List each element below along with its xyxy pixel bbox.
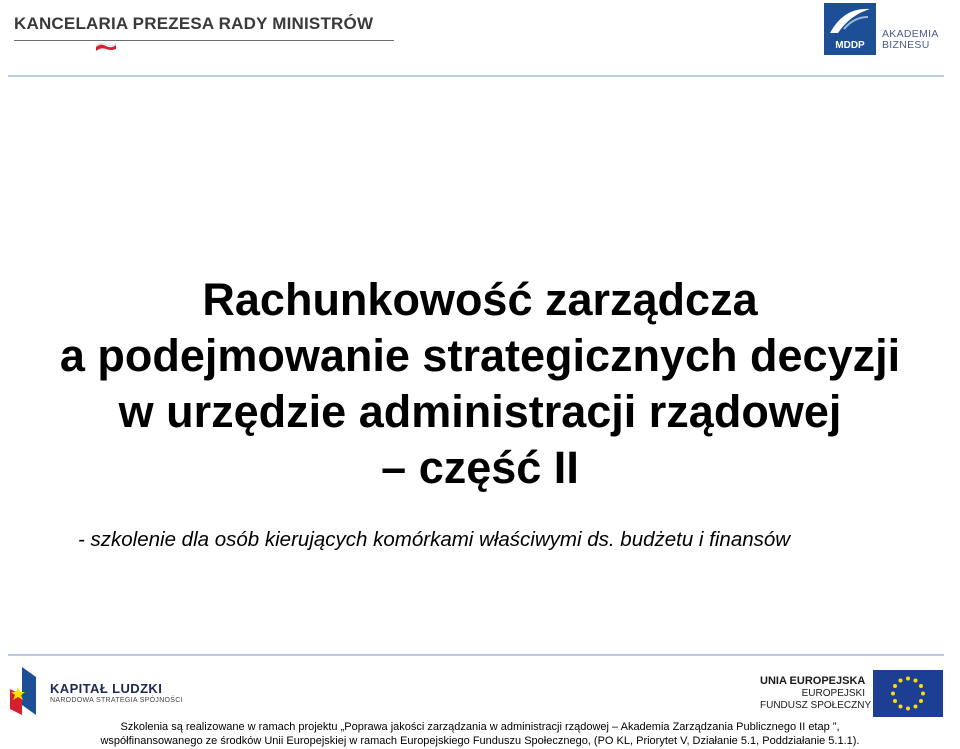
eu-star	[914, 679, 918, 683]
eu-star	[914, 704, 918, 708]
top-rule	[8, 75, 944, 77]
akademia-biznesu-logo	[824, 3, 876, 55]
title-line-3: w urzędzie administracji rządowej	[118, 386, 842, 437]
eu-star	[893, 684, 897, 688]
funding-note	[0, 720, 960, 748]
slide-title	[0, 272, 960, 496]
title-line-1: Rachunkowość zarządcza	[202, 274, 758, 325]
kapital-ludzki-logo-icon	[8, 665, 38, 717]
eu-star	[919, 684, 923, 688]
kapital-ludzki-title: KAPITAŁ LUDZKI	[50, 681, 163, 696]
akademia-line2: BIZNESU	[882, 39, 930, 51]
eu-star	[891, 692, 895, 696]
eu-star	[919, 699, 923, 703]
slide-subtitle: - szkolenie dla osób kierujących komórkami właściwymi ds. budżetu i finansów	[78, 528, 791, 551]
eu-line-3: FUNDUSZ SPOŁECZNY	[760, 700, 872, 711]
funding-note-line-2: współfinansowanego ze środków Unii Europejskiej w ramach Europejskiego Funduszu Społecznego, (PO KL, Priorytet V, Działanie 5.1, Poddziałanie 5.1.1).	[100, 735, 860, 747]
mddp-mark: MDDP	[835, 40, 865, 51]
title-line-2: a podejmowanie strategicznych decyzji	[59, 330, 901, 381]
funding-note-line-1: Szkolenia są realizowane w ramach projektu „Poprawa jakości zarządzania w administracji rządowej – Akademia Zarządzania Publicznego II etap ”,	[120, 721, 840, 733]
eu-star	[906, 677, 910, 681]
akademia-biznesu-text	[882, 29, 939, 51]
akademia-line1: AKADEMIA	[882, 28, 939, 40]
eu-line-1: UNIA EUROPEJSKA	[760, 675, 866, 687]
polish-flag-icon	[95, 42, 117, 52]
eu-star	[906, 707, 910, 711]
header-divider	[14, 40, 394, 41]
title-line-4: – część II	[381, 442, 579, 493]
eu-star	[899, 704, 903, 708]
eu-star	[899, 679, 903, 683]
kprm-title: KANCELARIA PREZESA RADY MINISTRÓW	[14, 14, 374, 33]
eu-line-2: EUROPEJSKI	[801, 688, 865, 699]
eu-text	[760, 674, 872, 712]
eu-flag-icon	[873, 670, 943, 717]
eu-star	[921, 692, 925, 696]
eu-star	[893, 699, 897, 703]
bottom-rule	[8, 654, 944, 656]
kapital-ludzki-subtitle: NARODOWA STRATEGIA SPÓJNOŚCI	[50, 697, 183, 704]
swoosh-icon	[824, 3, 876, 39]
